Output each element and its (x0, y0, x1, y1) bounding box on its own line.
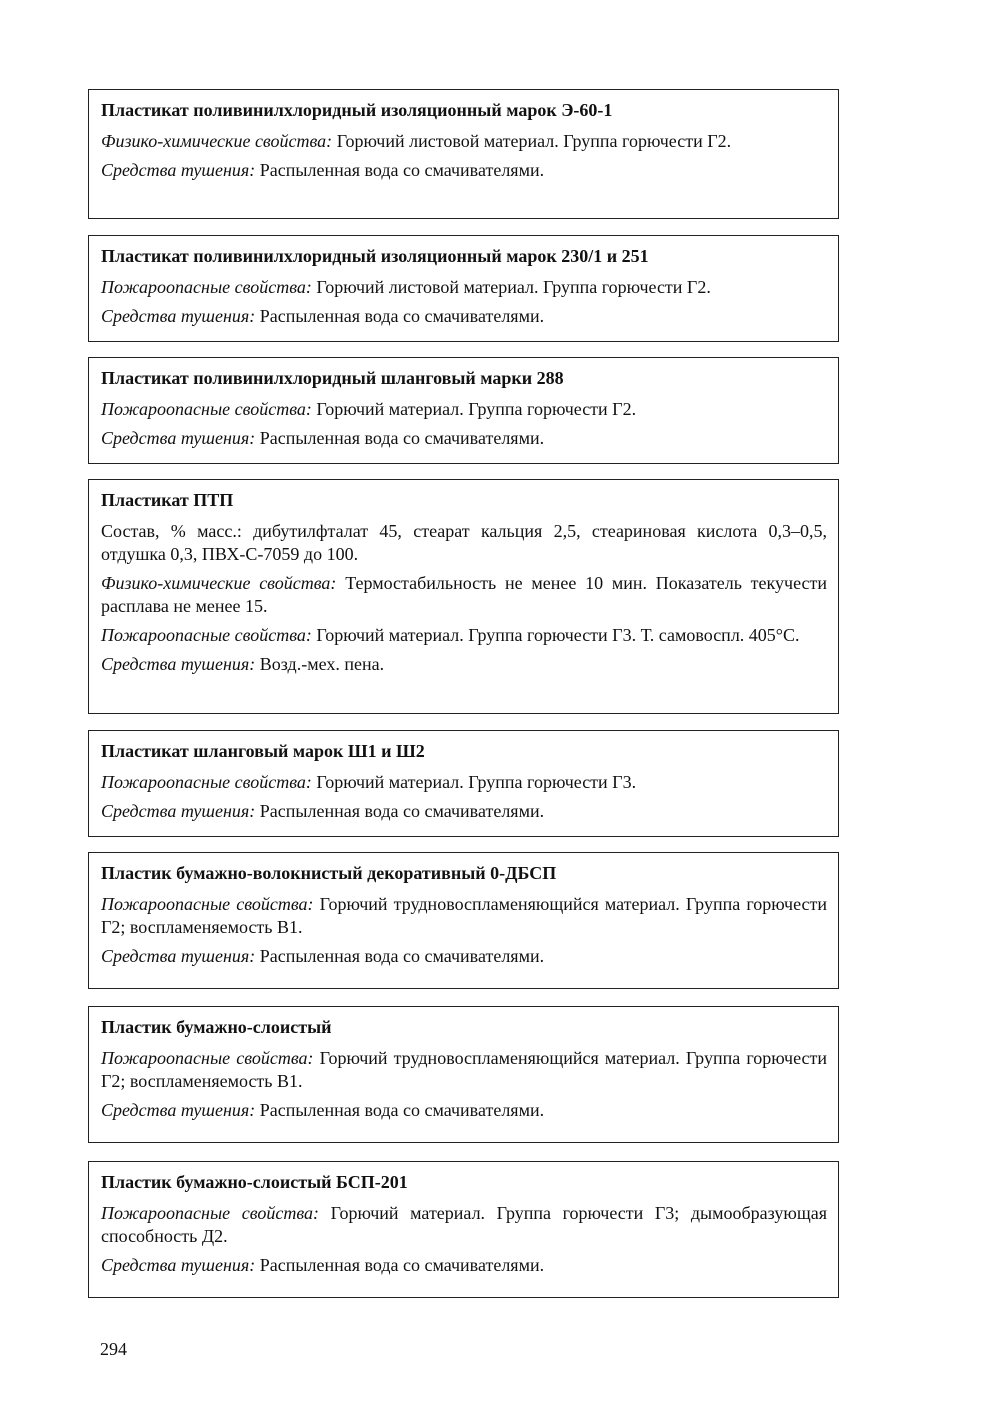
entry-title: Пластикат поливинилхлоридный шланговый марки 288 (101, 368, 564, 388)
entry-text: Горючий материал. Группа горючести Г3. (311, 772, 637, 792)
entry-line (101, 1254, 827, 1277)
entry-label: Средства тушения: (101, 1255, 256, 1275)
entry-text: Возд.-мех. пена. (255, 654, 385, 674)
entry-line (101, 653, 827, 676)
entry-label: Средства тушения: (101, 1100, 256, 1120)
entry-text: Горючий трудновоспламеняющийся материал. Группа горючести Г2; воспламеняемость В1. (101, 1048, 827, 1091)
entry-text: Состав, % масс.: дибутилфталат 45, стеарат кальция 2,5, стеариновая кислота 0,3–0,5, отдушка 0,3, ПВХ-С-7059 до 100. (101, 521, 827, 564)
entry-text: Термостабильность не менее 10 мин. Показатель текучести расплава не менее 15. (101, 573, 827, 616)
entry-line (101, 1202, 827, 1248)
entry-line (101, 276, 827, 299)
entry-label: Пожароопасные свойства: (101, 1048, 314, 1068)
entry-label: Средства тушения: (101, 306, 256, 326)
entry-line (101, 159, 827, 182)
entry-line (101, 427, 827, 450)
entry-box (88, 89, 839, 219)
entry-line (101, 771, 827, 794)
entry-line (101, 398, 827, 421)
entry-line (101, 130, 827, 153)
entry-title: Пластикат шланговый марок Ш1 и Ш2 (101, 741, 425, 761)
entry-text: Распыленная вода со смачивателями. (255, 160, 545, 180)
entry-box (88, 1161, 839, 1298)
entry-label: Пожароопасные свойства: (101, 894, 314, 914)
entry-line (101, 624, 827, 647)
entry-title: Пластик бумажно-слоистый БСП-201 (101, 1172, 408, 1192)
entry-title: Пластикат поливинилхлоридный изоляционный марок 230/1 и 251 (101, 246, 649, 266)
entry-label: Пожароопасные свойства: (101, 625, 312, 645)
entry-line (101, 800, 827, 823)
entry-title: Пластикат ПТП (101, 490, 234, 510)
entry-title: Пластик бумажно-волокнистый декоративный 0-ДБСП (101, 863, 557, 883)
entry-line (101, 572, 827, 618)
entry-label: Пожароопасные свойства: (101, 772, 312, 792)
entry-box (88, 730, 839, 837)
entry-text: Распыленная вода со смачивателями. (255, 428, 545, 448)
entry-text: Горючий листовой материал. Группа горючести Г2. (311, 277, 711, 297)
entry-text: Горючий материал. Группа горючести Г3; дымообразующая способность Д2. (101, 1203, 827, 1246)
entry-box (88, 852, 839, 989)
entry-label: Средства тушения: (101, 946, 256, 966)
page-number: 294 (100, 1339, 127, 1359)
entry-label: Средства тушения: (101, 428, 256, 448)
entry-box (88, 1006, 839, 1143)
entry-label: Средства тушения: (101, 801, 256, 821)
entry-text: Горючий материал. Группа горючести Г3. Т. самовоспл. 405°С. (311, 625, 800, 645)
entry-text: Распыленная вода со смачивателями. (255, 946, 545, 966)
entry-line (101, 305, 827, 328)
entry-line (101, 893, 827, 939)
entry-label: Средства тушения: (101, 654, 256, 674)
entry-label: Пожароопасные свойства: (101, 399, 312, 419)
entry-box (88, 235, 839, 342)
entry-text: Распыленная вода со смачивателями. (255, 1100, 545, 1120)
entry-line (101, 1099, 827, 1122)
entry-text: Распыленная вода со смачивателями. (255, 1255, 545, 1275)
entry-line (101, 520, 827, 566)
entry-label: Физико-химические свойства: (101, 573, 337, 593)
entry-title: Пластикат поливинилхлоридный изоляционный марок Э-60-1 (101, 100, 613, 120)
entry-text: Распыленная вода со смачивателями. (255, 801, 545, 821)
entry-label: Средства тушения: (101, 160, 256, 180)
entry-title: Пластик бумажно-слоистый (101, 1017, 332, 1037)
entry-label: Пожароопасные свойства: (101, 1203, 320, 1223)
entry-text: Горючий трудновоспламеняющийся материал. Группа горючести Г2; воспламеняемость В1. (101, 894, 827, 937)
entry-text: Распыленная вода со смачивателями. (255, 306, 545, 326)
entry-box (88, 479, 839, 714)
entry-label: Пожароопасные свойства: (101, 277, 312, 297)
entry-label: Физико-химические свойства: (101, 131, 333, 151)
entry-text: Горючий материал. Группа горючести Г2. (311, 399, 637, 419)
entry-text: Горючий листовой материал. Группа горючести Г2. (332, 131, 732, 151)
entry-line (101, 1047, 827, 1093)
entry-line (101, 945, 827, 968)
entry-box (88, 357, 839, 464)
